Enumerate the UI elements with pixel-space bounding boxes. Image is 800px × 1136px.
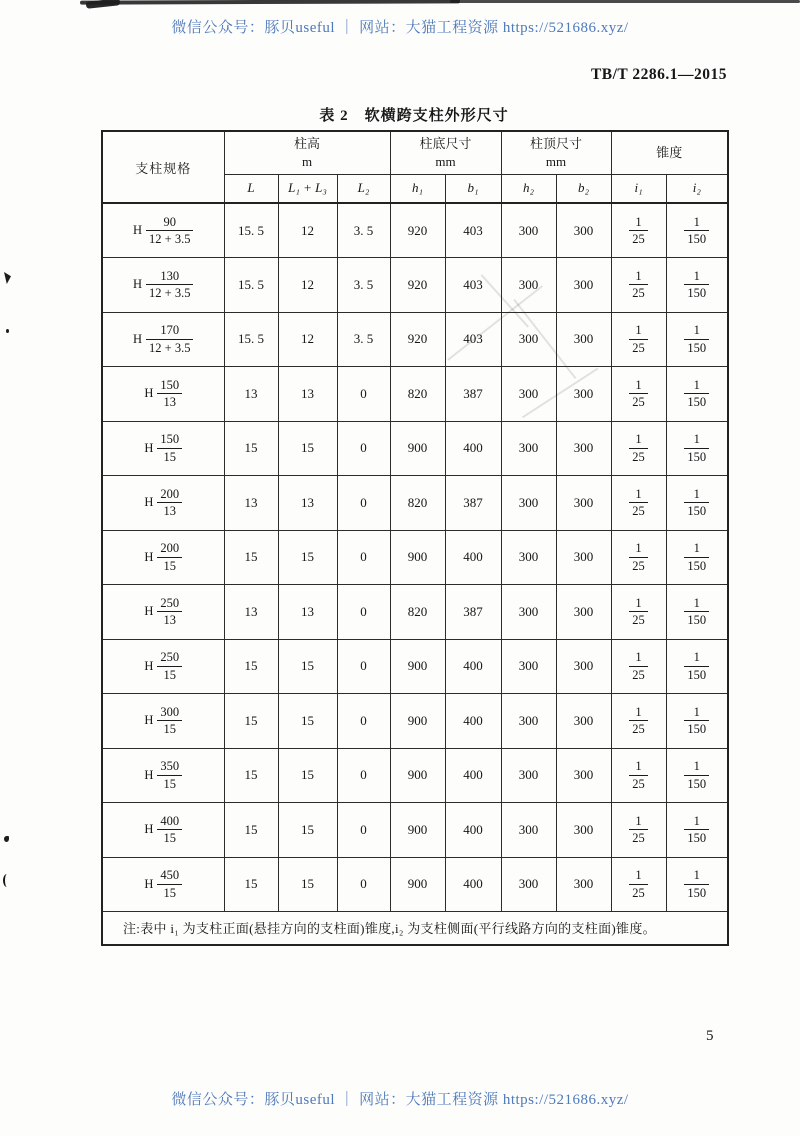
cell-L2: 0 xyxy=(337,585,390,640)
scan-smudge xyxy=(80,0,460,5)
spec-prefix: H xyxy=(133,277,143,292)
cell-L: 15 xyxy=(224,857,278,912)
cell-L1-L3: 15 xyxy=(278,857,337,912)
cell-b2: 300 xyxy=(556,803,611,858)
scan-mark xyxy=(3,874,11,887)
spec-cell xyxy=(102,694,224,749)
table-row xyxy=(102,476,728,531)
group-label: 柱底尺寸 xyxy=(419,136,472,152)
cell-L1-L3: 15 xyxy=(278,803,337,858)
cell-b1: 400 xyxy=(445,857,501,912)
i1-fraction: $\frac{1}{25}$ xyxy=(629,705,648,737)
cell-b2: 300 xyxy=(556,258,611,313)
spec-fraction: $\frac{150}{13}$ xyxy=(157,378,182,410)
cell-L: 15 xyxy=(224,639,278,694)
cell-i1 xyxy=(611,203,666,258)
cell-i1 xyxy=(611,585,666,640)
cell-L2: 3. 5 xyxy=(337,312,390,367)
spec-fraction: $\frac{200}{13}$ xyxy=(157,487,182,519)
i2-fraction: $\frac{1}{150}$ xyxy=(684,868,709,900)
cell-L1-L3: 13 xyxy=(278,585,337,640)
header-group-base-size xyxy=(390,131,501,174)
cell-L1-L3: 15 xyxy=(278,421,337,476)
cell-h2: 300 xyxy=(501,639,556,694)
spec-prefix: H xyxy=(144,876,154,891)
cell-h1: 820 xyxy=(390,585,445,640)
cell-h1: 900 xyxy=(390,530,445,585)
i2-fraction: $\frac{1}{150}$ xyxy=(684,541,709,573)
table-row xyxy=(102,857,728,912)
cell-b1: 400 xyxy=(445,694,501,749)
cell-L1-L3: 13 xyxy=(278,476,337,531)
cell-L2: 0 xyxy=(337,694,390,749)
i1-fraction: $\frac{1}{25}$ xyxy=(629,432,648,464)
cell-L1-L3: 13 xyxy=(278,367,337,422)
cell-b2: 300 xyxy=(556,476,611,531)
spec-cell xyxy=(102,203,224,258)
spec-fraction: $\frac{450}{15}$ xyxy=(157,868,182,900)
cell-h2: 300 xyxy=(501,857,556,912)
i1-fraction: $\frac{1}{25}$ xyxy=(629,650,648,682)
scan-mark xyxy=(4,272,11,284)
cell-h1: 900 xyxy=(390,803,445,858)
cell-h2: 300 xyxy=(501,476,556,531)
cell-i2 xyxy=(666,312,728,367)
i2-fraction: $\frac{1}{150}$ xyxy=(684,705,709,737)
header-col-h2: h₂ xyxy=(501,174,556,203)
cell-b2: 300 xyxy=(556,585,611,640)
cell-L1-L3: 15 xyxy=(278,530,337,585)
spec-cell xyxy=(102,312,224,367)
cell-L: 13 xyxy=(224,585,278,640)
cell-i2 xyxy=(666,803,728,858)
cell-L1-L3: 12 xyxy=(278,312,337,367)
scan-smudge xyxy=(450,0,800,3)
header-col-L: L xyxy=(224,174,278,203)
cell-h1: 900 xyxy=(390,421,445,476)
cell-L2: 0 xyxy=(337,530,390,585)
cell-i1 xyxy=(611,258,666,313)
cell-i2 xyxy=(666,258,728,313)
cell-h2: 300 xyxy=(501,203,556,258)
spec-fraction: $\frac{250}{15}$ xyxy=(157,650,182,682)
table-row xyxy=(102,367,728,422)
bottom-watermark-banner: 微信公众号：豚贝useful ｜ 网站：大猫工程资源 https://521686.xyz/ xyxy=(171,1092,629,1108)
cell-L2: 0 xyxy=(337,748,390,803)
spec-fraction: $\frac{90}{12 + 3.5}$ xyxy=(146,215,193,247)
spec-fraction: $\frac{250}{13}$ xyxy=(157,596,182,628)
cell-L: 13 xyxy=(224,476,278,531)
spec-cell xyxy=(102,421,224,476)
cell-L: 15 xyxy=(224,421,278,476)
cell-h2: 300 xyxy=(501,748,556,803)
table-row xyxy=(102,748,728,803)
spec-prefix: H xyxy=(144,822,154,837)
i2-fraction: $\frac{1}{150}$ xyxy=(684,650,709,682)
cell-L: 13 xyxy=(224,367,278,422)
i1-fraction: $\frac{1}{25}$ xyxy=(629,215,648,247)
spec-cell xyxy=(102,476,224,531)
cell-L2: 0 xyxy=(337,639,390,694)
cell-L: 15 xyxy=(224,530,278,585)
spec-prefix: H xyxy=(144,604,154,619)
table-row xyxy=(102,639,728,694)
cell-h2: 300 xyxy=(501,585,556,640)
spec-prefix: H xyxy=(144,495,154,510)
i2-fraction: $\frac{1}{150}$ xyxy=(684,759,709,791)
cell-h1: 820 xyxy=(390,367,445,422)
cell-L2: 3. 5 xyxy=(337,203,390,258)
header-col-h1: h₁ xyxy=(390,174,445,203)
spec-prefix: H xyxy=(144,658,154,673)
cell-h1: 920 xyxy=(390,258,445,313)
cell-i2 xyxy=(666,639,728,694)
table-title: 表 2 软横跨支柱外形尺寸 xyxy=(319,108,509,124)
column-dimension-table xyxy=(101,130,729,946)
scan-mark xyxy=(6,329,9,333)
header-group-taper xyxy=(611,131,728,174)
i2-fraction: $\frac{1}{150}$ xyxy=(684,814,709,846)
cell-L1-L3: 15 xyxy=(278,694,337,749)
header-col-b2: b₂ xyxy=(556,174,611,203)
spec-cell xyxy=(102,585,224,640)
table-row xyxy=(102,694,728,749)
cell-h1: 920 xyxy=(390,203,445,258)
cell-b2: 300 xyxy=(556,312,611,367)
spec-cell xyxy=(102,530,224,585)
group-label: 柱顶尺寸 xyxy=(530,136,583,152)
cell-h2: 300 xyxy=(501,694,556,749)
group-unit: mm xyxy=(435,153,456,169)
cell-b2: 300 xyxy=(556,530,611,585)
i1-fraction: $\frac{1}{25}$ xyxy=(629,868,648,900)
cell-i2 xyxy=(666,694,728,749)
cell-i1 xyxy=(611,694,666,749)
cell-h2: 300 xyxy=(501,258,556,313)
cell-L1-L3: 12 xyxy=(278,203,337,258)
cell-i1 xyxy=(611,639,666,694)
cell-i2 xyxy=(666,203,728,258)
spec-fraction: $\frac{130}{12 + 3.5}$ xyxy=(146,269,193,301)
spec-cell xyxy=(102,258,224,313)
i1-fraction: $\frac{1}{25}$ xyxy=(629,759,648,791)
spec-cell xyxy=(102,803,224,858)
header-col-L2: L₂ xyxy=(337,174,390,203)
cell-h1: 920 xyxy=(390,312,445,367)
cell-L: 15. 5 xyxy=(224,258,278,313)
header-col-i1: i₁ xyxy=(611,174,666,203)
cell-i2 xyxy=(666,421,728,476)
header-col-L1-L3: L₁ + L₃ xyxy=(278,174,337,203)
spec-fraction: $\frac{300}{15}$ xyxy=(157,705,182,737)
group-unit: mm xyxy=(545,153,567,169)
cell-b1: 403 xyxy=(445,312,501,367)
i2-fraction: $\frac{1}{150}$ xyxy=(684,269,709,301)
table-row xyxy=(102,312,728,367)
cell-b2: 300 xyxy=(556,203,611,258)
cell-h1: 900 xyxy=(390,748,445,803)
spec-fraction: $\frac{170}{12 + 3.5}$ xyxy=(146,323,193,355)
header-group-column-height xyxy=(224,131,390,174)
cell-L1-L3: 15 xyxy=(278,748,337,803)
cell-h1: 900 xyxy=(390,694,445,749)
spec-fraction: $\frac{200}{15}$ xyxy=(157,541,182,573)
cell-i2 xyxy=(666,748,728,803)
header-spec: 支柱规格 xyxy=(102,131,224,203)
group-label: 柱高 xyxy=(294,136,321,152)
table-row xyxy=(102,530,728,585)
cell-L1-L3: 15 xyxy=(278,639,337,694)
header-col-b1: b₁ xyxy=(445,174,501,203)
cell-i1 xyxy=(611,367,666,422)
i2-fraction: $\frac{1}{150}$ xyxy=(684,596,709,628)
cell-i2 xyxy=(666,367,728,422)
cell-L: 15. 5 xyxy=(224,312,278,367)
cell-L2: 0 xyxy=(337,857,390,912)
cell-i1 xyxy=(611,857,666,912)
table-note: 注:表中 i₁ 为支柱正面(悬挂方向的支柱面)锥度,i₂ 为支柱侧面(平行线路方向的支柱面)锥度。 xyxy=(102,912,728,945)
cell-b1: 400 xyxy=(445,421,501,476)
cell-b1: 387 xyxy=(445,367,501,422)
spec-prefix: H xyxy=(144,767,154,782)
table-row xyxy=(102,585,728,640)
cell-h2: 300 xyxy=(501,530,556,585)
table-row xyxy=(102,803,728,858)
i2-fraction: $\frac{1}{150}$ xyxy=(684,215,709,247)
i1-fraction: $\frac{1}{25}$ xyxy=(629,487,648,519)
spec-fraction: $\frac{400}{15}$ xyxy=(157,814,182,846)
cell-b1: 400 xyxy=(445,639,501,694)
cell-h2: 300 xyxy=(501,421,556,476)
cell-L2: 0 xyxy=(337,367,390,422)
cell-b2: 300 xyxy=(556,639,611,694)
table-row xyxy=(102,203,728,258)
cell-i1 xyxy=(611,803,666,858)
scan-mark xyxy=(4,836,9,842)
cell-L2: 0 xyxy=(337,803,390,858)
cell-L: 15 xyxy=(224,803,278,858)
cell-b2: 300 xyxy=(556,857,611,912)
i2-fraction: $\frac{1}{150}$ xyxy=(684,432,709,464)
cell-h2: 300 xyxy=(501,312,556,367)
header-col-i2: i₂ xyxy=(666,174,728,203)
cell-b1: 403 xyxy=(445,203,501,258)
spec-prefix: H xyxy=(144,713,154,728)
cell-i2 xyxy=(666,530,728,585)
i2-fraction: $\frac{1}{150}$ xyxy=(684,378,709,410)
cell-b2: 300 xyxy=(556,748,611,803)
spec-cell xyxy=(102,748,224,803)
spec-prefix: H xyxy=(144,440,154,455)
spec-cell xyxy=(102,857,224,912)
cell-b1: 400 xyxy=(445,803,501,858)
i1-fraction: $\frac{1}{25}$ xyxy=(629,378,648,410)
i2-fraction: $\frac{1}{150}$ xyxy=(684,323,709,355)
cell-L: 15. 5 xyxy=(224,203,278,258)
i1-fraction: $\frac{1}{25}$ xyxy=(629,269,648,301)
cell-L2: 0 xyxy=(337,421,390,476)
cell-h1: 900 xyxy=(390,639,445,694)
cell-b1: 400 xyxy=(445,748,501,803)
i1-fraction: $\frac{1}{25}$ xyxy=(629,814,648,846)
cell-L2: 0 xyxy=(337,476,390,531)
cell-b2: 300 xyxy=(556,367,611,422)
cell-b1: 387 xyxy=(445,476,501,531)
cell-b2: 300 xyxy=(556,421,611,476)
cell-i2 xyxy=(666,857,728,912)
i2-fraction: $\frac{1}{150}$ xyxy=(684,487,709,519)
spec-prefix: H xyxy=(144,549,154,564)
cell-i1 xyxy=(611,476,666,531)
spec-fraction: $\frac{150}{15}$ xyxy=(157,432,182,464)
cell-h1: 900 xyxy=(390,857,445,912)
spec-prefix: H xyxy=(133,331,143,346)
cell-i2 xyxy=(666,476,728,531)
cell-i1 xyxy=(611,748,666,803)
scan-smudge xyxy=(86,0,121,9)
cell-L: 15 xyxy=(224,694,278,749)
spec-fraction: $\frac{350}{15}$ xyxy=(157,759,182,791)
spec-cell xyxy=(102,367,224,422)
cell-i1 xyxy=(611,530,666,585)
cell-b1: 403 xyxy=(445,258,501,313)
group-label: 锥度 xyxy=(656,144,683,160)
standard-number: TB/T 2286.1—2015 xyxy=(590,66,727,83)
spec-prefix: H xyxy=(133,223,143,237)
i1-fraction: $\frac{1}{25}$ xyxy=(629,541,648,573)
cell-b2: 300 xyxy=(556,694,611,749)
cell-b1: 400 xyxy=(445,530,501,585)
cell-L: 15 xyxy=(224,748,278,803)
top-watermark-banner: 微信公众号：豚贝useful ｜ 网站：大猫工程资源 https://521686.xyz/ xyxy=(171,20,629,36)
header-group-top-size xyxy=(501,131,611,174)
cell-h2: 300 xyxy=(501,367,556,422)
spec-prefix: H xyxy=(144,386,154,401)
group-unit: m xyxy=(301,153,313,169)
page-number: 5 xyxy=(706,1028,714,1044)
cell-L2: 3. 5 xyxy=(337,258,390,313)
table-row xyxy=(102,258,728,313)
note-row xyxy=(102,912,728,945)
table-row xyxy=(102,421,728,476)
cell-L1-L3: 12 xyxy=(278,258,337,313)
i1-fraction: $\frac{1}{25}$ xyxy=(629,596,648,628)
cell-i2 xyxy=(666,585,728,640)
i1-fraction: $\frac{1}{25}$ xyxy=(629,323,648,355)
cell-i1 xyxy=(611,421,666,476)
spec-cell xyxy=(102,639,224,694)
cell-h2: 300 xyxy=(501,803,556,858)
cell-i1 xyxy=(611,312,666,367)
cell-b1: 387 xyxy=(445,585,501,640)
cell-h1: 820 xyxy=(390,476,445,531)
